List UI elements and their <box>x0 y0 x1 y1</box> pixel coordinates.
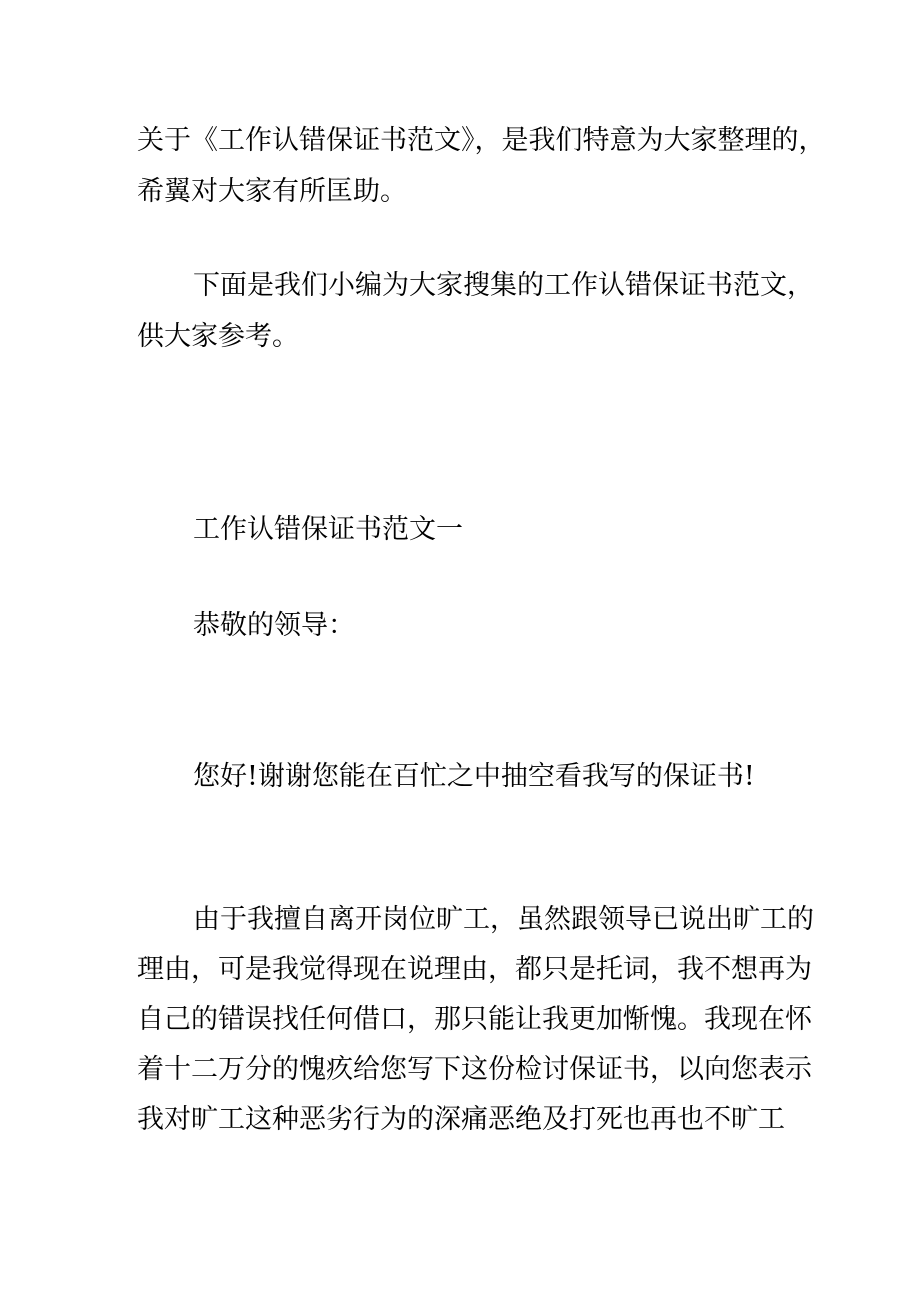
intro-line-1: 关于《工作认错保证书范文》，是我们特意为大家整理的， <box>137 125 826 156</box>
lead-line-1: 下面是我们小编为大家搜集的工作认错保证书范文， <box>193 270 814 301</box>
lead-line-2: 供大家参考。 <box>137 321 299 352</box>
body-line-4: 着十二万分的愧疚给您写下这份检讨保证书，以向您表示 <box>137 1054 812 1085</box>
section-heading: 工作认错保证书范文一 <box>193 514 463 545</box>
body-line-1: 由于我擅自离开岗位旷工，虽然跟领导已说出旷工的 <box>193 904 814 935</box>
body-line-5: 我对旷工这种恶劣行为的深痛恶绝及打死也再也不旷工 <box>137 1104 785 1135</box>
salutation: 恭敬的领导： <box>193 610 355 641</box>
body-line-3: 自己的错误找任何借口，那只能让我更加惭愧。我现在怀 <box>137 1004 812 1035</box>
body-line-2: 理由，可是我觉得现在说理由，都只是托词，我不想再为 <box>137 954 812 985</box>
greeting-line: 您好!谢谢您能在百忙之中抽空看我写的保证书! <box>193 761 755 792</box>
intro-line-2: 希翼对大家有所匡助。 <box>137 176 407 207</box>
